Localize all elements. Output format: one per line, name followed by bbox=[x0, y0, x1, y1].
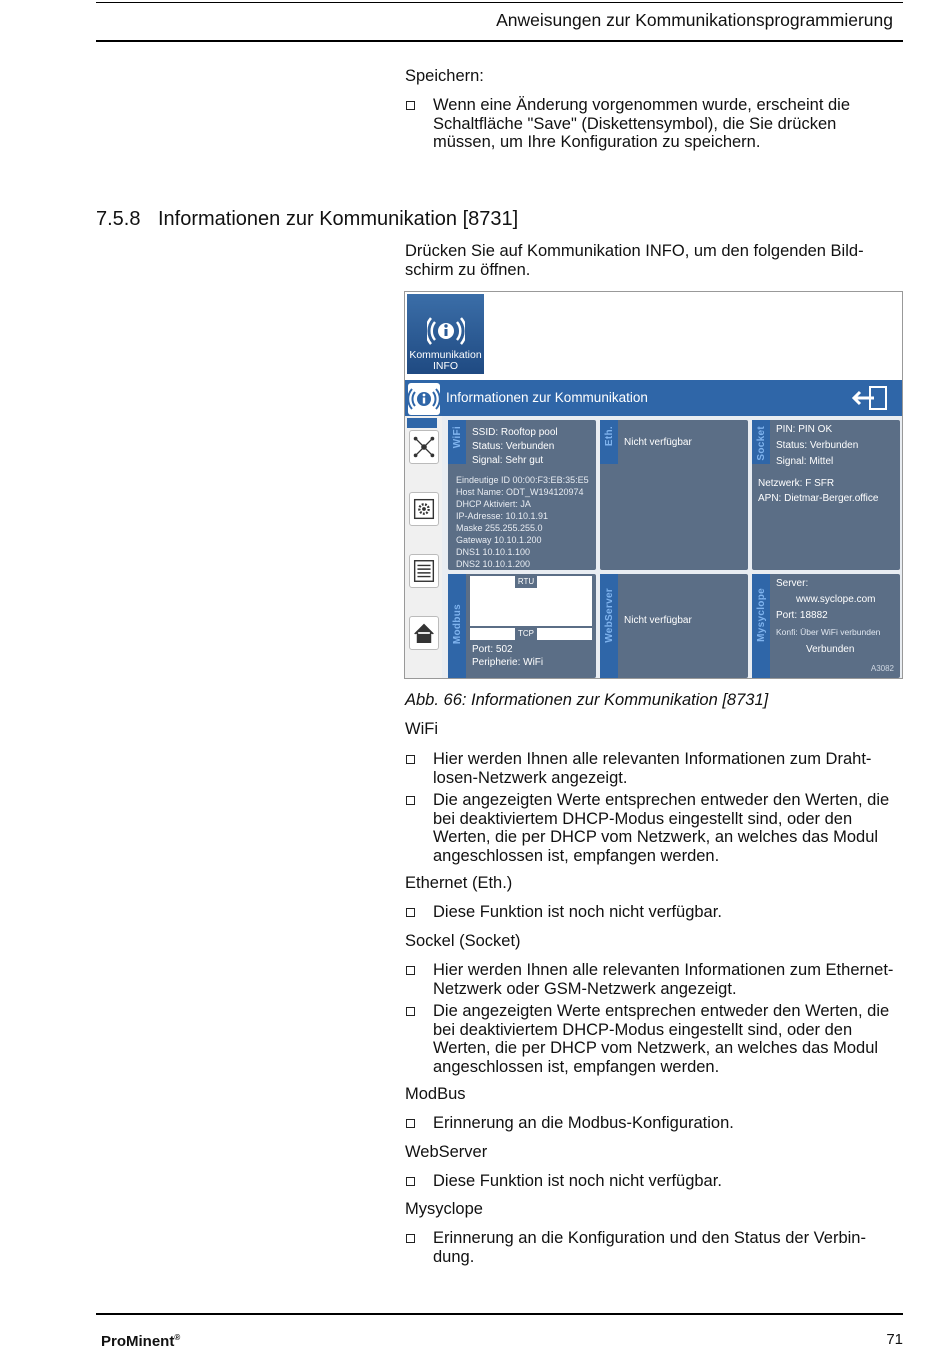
socket-line: Signal: Mittel bbox=[776, 456, 834, 467]
footer-rule bbox=[96, 1313, 903, 1315]
mysyclope-line: Konfi: Über WiFi verbunden bbox=[776, 627, 881, 637]
heading-modbus: ModBus bbox=[405, 1085, 466, 1103]
heading-mysyclope: Mysyclope bbox=[405, 1200, 483, 1218]
mysyclope-status: Verbunden bbox=[806, 644, 855, 655]
list-item bbox=[405, 791, 900, 865]
title-bar bbox=[405, 380, 903, 416]
bullet-text: Diese Funktion ist noch nicht verfügbar. bbox=[433, 903, 722, 921]
wifi-detail: DNS1 10.10.1.100 bbox=[456, 547, 531, 557]
socket-detail: APN: Dietmar-Berger.office bbox=[758, 493, 879, 504]
wifi-detail: IP-Adresse: 10.10.1.91 bbox=[456, 511, 549, 521]
rtu-label: RTU bbox=[515, 576, 537, 588]
webserver-status: Nicht verfügbar bbox=[624, 615, 692, 626]
modbus-tab-label: Modbus bbox=[452, 604, 463, 645]
logo-text: ProMinent bbox=[101, 1333, 175, 1350]
socket-panel bbox=[752, 420, 900, 570]
bullet-icon bbox=[406, 101, 415, 110]
menu-icon[interactable] bbox=[409, 554, 439, 588]
bullet-text: Diese Funktion ist noch nicht verfügbar. bbox=[433, 1172, 722, 1190]
page-number: 71 bbox=[886, 1331, 903, 1348]
tcp-label: TCP bbox=[515, 628, 537, 640]
webserver-tab-label: WebServer bbox=[604, 588, 615, 643]
heading-socket: Sockel (Socket) bbox=[405, 932, 521, 950]
section-intro: Drücken Sie auf Kommunikation INFO, um den folgenden Bild-schirm zu öffnen. bbox=[405, 242, 864, 279]
wifi-detail: Gateway 10.10.1.200 bbox=[456, 535, 542, 545]
screen-title: Informationen zur Kommunikation bbox=[446, 390, 648, 405]
wifi-line: SSID: Rooftop pool bbox=[472, 427, 558, 438]
screenshot-figure bbox=[404, 291, 903, 679]
eth-status: Nicht verfügbar bbox=[624, 437, 692, 448]
bullet-text: Erinnerung an die Modbus-Konfiguration. bbox=[433, 1114, 734, 1132]
heading-ethernet: Ethernet (Eth.) bbox=[405, 874, 513, 892]
list-item bbox=[405, 903, 900, 922]
section-title: Informationen zur Kommunikation [8731] bbox=[158, 208, 519, 230]
mysyclope-panel bbox=[752, 574, 900, 678]
info-panels bbox=[442, 416, 903, 679]
socket-detail: Netzwerk: F SFR bbox=[758, 478, 835, 489]
bullet-text: Hier werden Ihnen alle relevanten Informationen zum Ethernet-Netzwerk oder GSM-Netzwerk angezeigt. bbox=[433, 961, 894, 998]
figure-caption: Abb. 66: Informationen zur Kommunikation [8731] bbox=[405, 691, 769, 709]
socket-line: Status: Verbunden bbox=[776, 440, 859, 451]
tcp-line: Port: 502 bbox=[472, 644, 513, 655]
list-item bbox=[405, 1002, 900, 1076]
intro-label: Speichern: bbox=[405, 67, 484, 85]
exit-icon[interactable] bbox=[850, 384, 890, 412]
list-item bbox=[405, 750, 880, 787]
brand-logo: ProMinent® bbox=[101, 1333, 181, 1350]
bullet-text: Erinnerung an die Konfiguration und den Status der Verbin-dung. bbox=[433, 1229, 866, 1266]
bullet-icon bbox=[406, 908, 415, 917]
wifi-detail: Eindeutige ID 00:00:F3:EB:35:E5 bbox=[456, 475, 589, 485]
running-header: Anweisungen zur Kommunikationsprogrammierung bbox=[496, 10, 893, 30]
mysyclope-line: Server: bbox=[776, 578, 809, 589]
socket-tab-label: Socket bbox=[756, 426, 767, 461]
socket-line: PIN: PIN OK bbox=[776, 424, 833, 435]
webserver-panel bbox=[600, 574, 748, 678]
bullet-icon bbox=[406, 1177, 415, 1186]
eth-panel bbox=[600, 420, 748, 570]
bullet-icon bbox=[406, 1119, 415, 1128]
header-rule-top bbox=[96, 2, 903, 3]
list-item bbox=[405, 961, 905, 998]
heading-webserver: WebServer bbox=[405, 1143, 488, 1161]
bullet-icon bbox=[406, 1007, 415, 1016]
intro-bullet bbox=[405, 96, 875, 152]
info-icon bbox=[408, 383, 440, 415]
rtu-line: Adresse: 1 bbox=[472, 613, 520, 624]
heading-wifi: WiFi bbox=[405, 720, 438, 738]
bullet-icon bbox=[406, 755, 415, 764]
modbus-panel bbox=[448, 574, 596, 678]
header-rule bbox=[96, 40, 903, 42]
kommunikation-info-tile bbox=[407, 294, 484, 374]
bullet-text: Die angezeigten Werte entsprechen entweder den Werten, die bei deaktiviertem DHCP-Modus eingestellt sind, oder den Werten, die per DHCP vom Netzwerk, an welches das Modul angeschlossen ist, empfangen werden. bbox=[433, 791, 890, 865]
bullet-icon bbox=[406, 796, 415, 805]
bullet-icon bbox=[406, 966, 415, 975]
tile-label-1: Kommunikation bbox=[409, 349, 482, 361]
wifi-detail: DHCP Aktiviert: JA bbox=[456, 499, 531, 509]
wifi-panel bbox=[448, 420, 596, 570]
rtu-line: Bandbreite: 19200 bbox=[472, 588, 554, 599]
figure-code: A3082 bbox=[870, 664, 894, 673]
home-icon[interactable] bbox=[409, 616, 439, 650]
bullet-text: Die angezeigten Werte entsprechen entweder den Werten, die bei deaktiviertem DHCP-Modus eingestellt sind, oder den Werten, die per DHCP vom Netzwerk, an welches das Modul angeschlossen ist, empfangen werden. bbox=[433, 1002, 890, 1076]
wifi-detail: Maske 255.255.255.0 bbox=[456, 523, 543, 533]
eth-tab-label: Eth. bbox=[604, 426, 615, 447]
wifi-detail: DNS2 10.10.1.200 bbox=[456, 559, 531, 569]
wifi-line: Signal: Sehr gut bbox=[472, 455, 544, 466]
mysyclope-line: Port: 18882 bbox=[776, 610, 828, 621]
bullet-text: Wenn eine Änderung vorgenommen wurde, erscheint die Schaltfläche "Save" (Diskettensymbol), die Sie drücken müssen, um Ihre Konfiguration zu speichern. bbox=[433, 96, 851, 151]
bullet-icon bbox=[406, 1234, 415, 1243]
wifi-detail: Host Name: ODT_W194120974 bbox=[456, 487, 584, 497]
mysyclope-tab-label: Mysyclope bbox=[756, 588, 767, 642]
tile-label-2: INFO bbox=[432, 360, 459, 372]
list-item bbox=[405, 1114, 900, 1133]
rtu-line: Parität: Ohne bbox=[472, 600, 531, 612]
list-item bbox=[405, 1229, 875, 1266]
tcp-line: Peripherie: WiFi bbox=[472, 656, 544, 668]
mysyclope-line: www.syclope.com bbox=[796, 594, 876, 605]
list-item bbox=[405, 1172, 900, 1191]
section-number: 7.5.8 bbox=[96, 208, 141, 230]
side-nav-marker bbox=[407, 418, 437, 428]
wifi-tab-label: WiFi bbox=[452, 426, 463, 449]
network-icon[interactable] bbox=[409, 430, 439, 464]
settings-icon[interactable] bbox=[409, 492, 439, 526]
info-broadcast-icon bbox=[427, 312, 465, 350]
section-heading bbox=[96, 208, 518, 231]
bullet-text: Hier werden Ihnen alle relevanten Informationen zum Draht-losen-Netzwerk angezeigt. bbox=[433, 750, 872, 787]
wifi-line: Status: Verbunden bbox=[472, 441, 555, 452]
side-nav bbox=[405, 416, 442, 679]
